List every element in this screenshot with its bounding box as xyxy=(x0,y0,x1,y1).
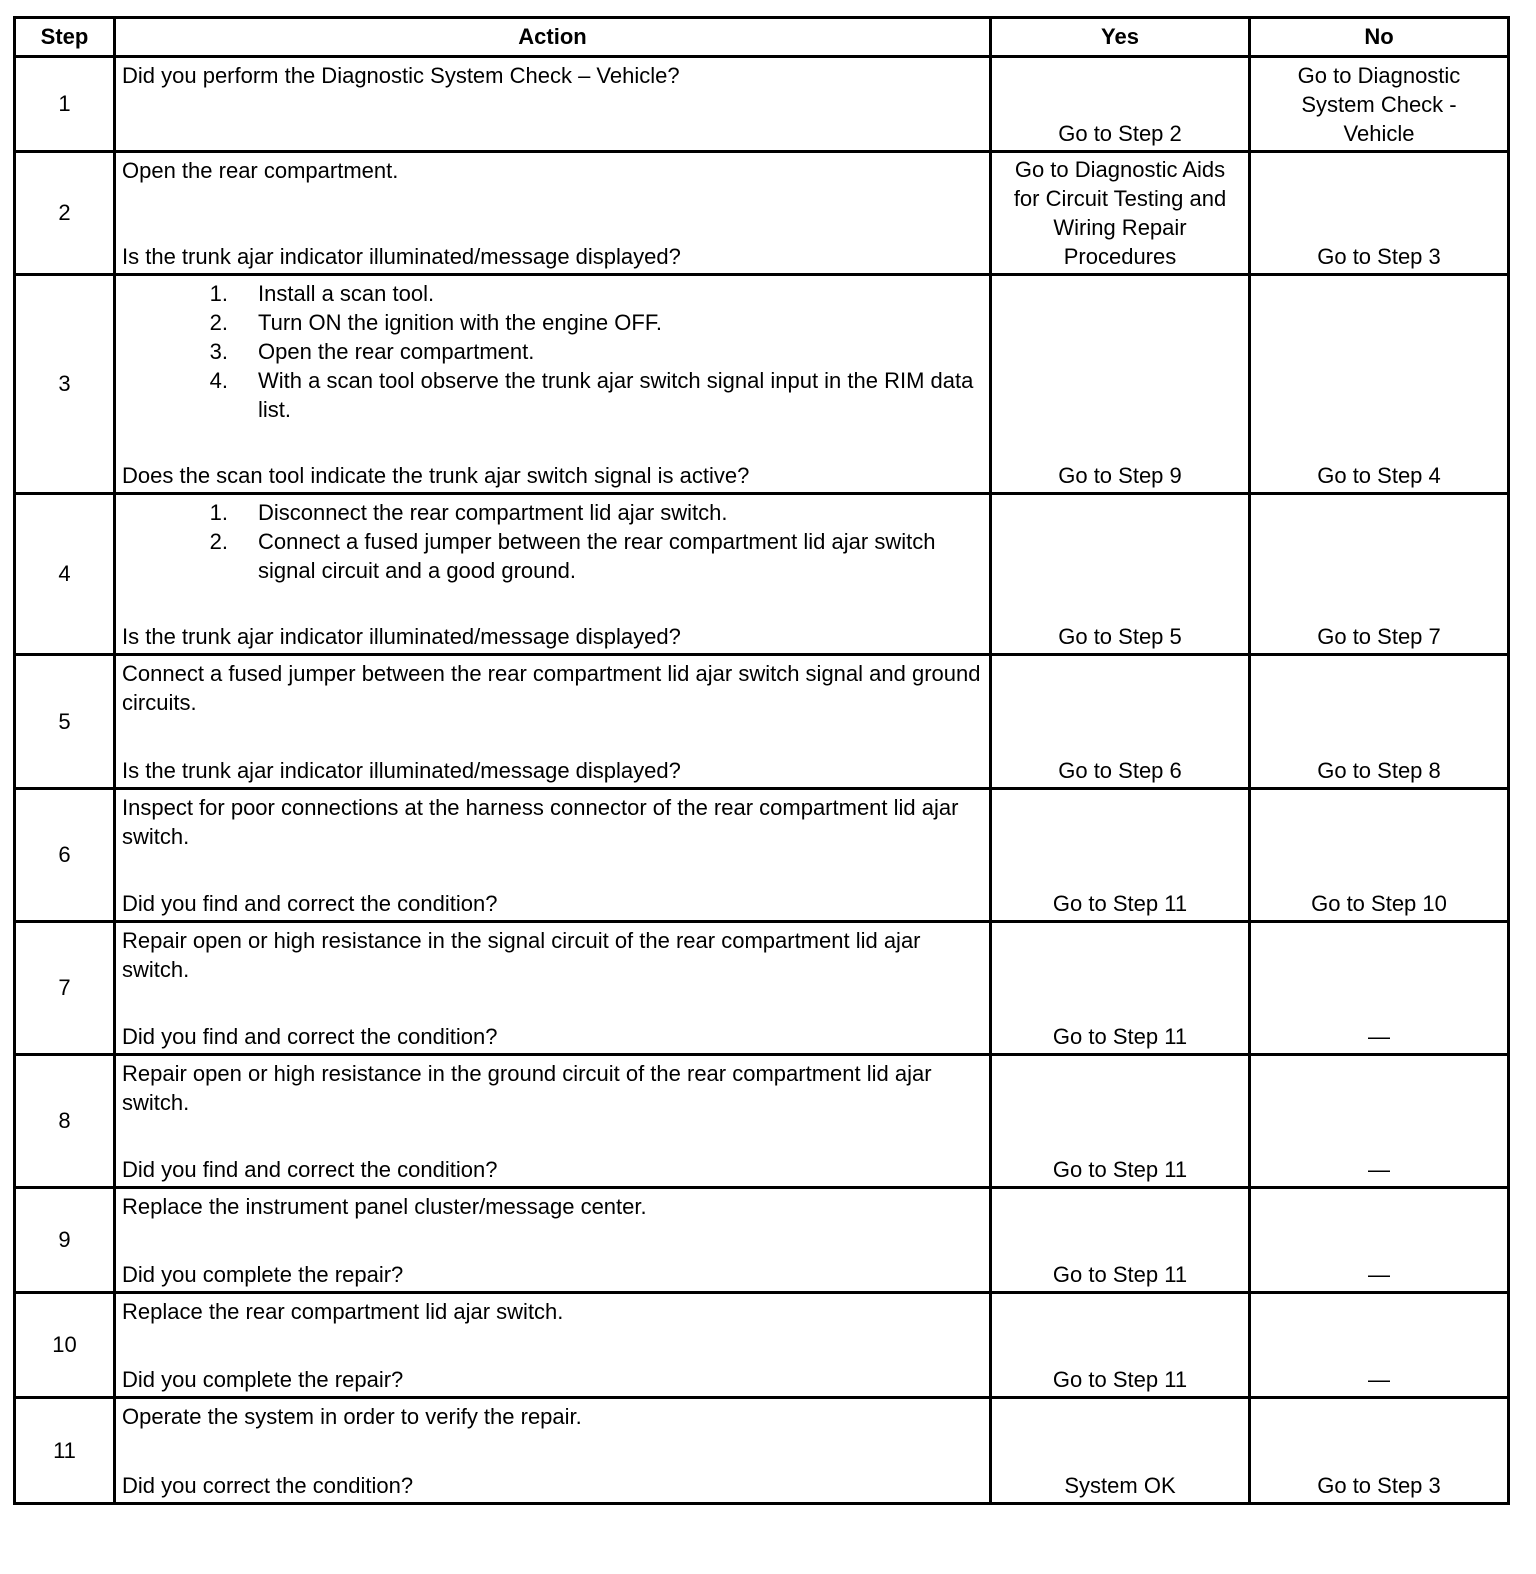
action-text: Open the rear compartment. xyxy=(122,158,399,183)
yes-result: Go to Step 11 xyxy=(991,1188,1250,1293)
table-row xyxy=(15,1055,1509,1188)
no-result: Go to Step 4 xyxy=(1250,275,1509,494)
action-question: Did you find and correct the condition? xyxy=(122,1157,498,1182)
action-step xyxy=(122,308,983,337)
action-step-text: Open the rear compartment. xyxy=(258,339,535,364)
no-result: — xyxy=(1250,1293,1509,1398)
step-number: 2 xyxy=(15,152,115,275)
action-text: Repair open or high resistance in the ground circuit of the rear compartment lid ajar switch. xyxy=(122,1061,932,1115)
no-result: — xyxy=(1250,1055,1509,1188)
action-question: Did you complete the repair? xyxy=(122,1367,404,1392)
action-text: Replace the instrument panel cluster/message center. xyxy=(122,1194,647,1219)
yes-result: Go to Step 2 xyxy=(991,57,1250,152)
no-result: Go to Step 8 xyxy=(1250,655,1509,789)
action-cell xyxy=(115,1398,991,1504)
no-result: — xyxy=(1250,922,1509,1055)
action-content xyxy=(116,1399,989,1502)
no-result: — xyxy=(1250,1188,1509,1293)
action-cell xyxy=(115,494,991,655)
yes-result: Go to Step 11 xyxy=(991,1293,1250,1398)
step-number: 7 xyxy=(15,922,115,1055)
action-steps-list xyxy=(122,279,983,424)
action-cell xyxy=(115,1293,991,1398)
yes-result: Go to Step 11 xyxy=(991,789,1250,922)
action-step-number: 2. xyxy=(209,310,228,335)
action-content xyxy=(116,923,989,1053)
action-text: Repair open or high resistance in the signal circuit of the rear compartment lid ajar switch. xyxy=(122,928,921,982)
yes-result: Go to Step 11 xyxy=(991,922,1250,1055)
action-question: Does the scan tool indicate the trunk ajar switch signal is active? xyxy=(122,463,750,488)
header-row xyxy=(15,18,1509,57)
action-text: Connect a fused jumper between the rear compartment lid ajar switch signal and ground circuits. xyxy=(122,661,981,715)
action-question: Is the trunk ajar indicator illuminated/message displayed? xyxy=(122,758,681,783)
step-number: 11 xyxy=(15,1398,115,1504)
yes-result: Go to Diagnostic Aids for Circuit Testing and Wiring Repair Procedures xyxy=(991,152,1250,275)
no-result: Go to Step 10 xyxy=(1250,789,1509,922)
header-no: No xyxy=(1250,18,1509,57)
table-row xyxy=(15,1293,1509,1398)
header-yes: Yes xyxy=(991,18,1250,57)
action-instructions xyxy=(122,1297,983,1326)
action-step xyxy=(122,279,983,308)
action-content xyxy=(116,1294,989,1396)
action-text: Inspect for poor connections at the harness connector of the rear compartment lid ajar switch. xyxy=(122,795,959,849)
action-question: Did you find and correct the condition? xyxy=(122,1024,498,1049)
diagnostic-table xyxy=(13,16,1510,1505)
step-number: 6 xyxy=(15,789,115,922)
table-row xyxy=(15,275,1509,494)
action-question: Is the trunk ajar indicator illuminated/message displayed? xyxy=(122,244,681,269)
action-content xyxy=(116,58,989,150)
action-question: Did you find and correct the condition? xyxy=(122,891,498,916)
action-content xyxy=(116,276,989,492)
action-step-number: 1. xyxy=(209,500,228,525)
action-instructions xyxy=(122,498,983,585)
action-step-number: 2. xyxy=(209,529,228,554)
step-number: 3 xyxy=(15,275,115,494)
action-step-number: 3. xyxy=(209,339,228,364)
table-row xyxy=(15,152,1509,275)
action-content xyxy=(116,656,989,787)
action-content xyxy=(116,790,989,920)
action-instructions xyxy=(122,659,983,717)
step-number: 8 xyxy=(15,1055,115,1188)
action-content xyxy=(116,153,989,273)
action-instructions xyxy=(122,793,983,851)
action-instructions xyxy=(122,156,983,185)
table-row xyxy=(15,57,1509,152)
table-row xyxy=(15,1398,1509,1504)
action-step-number: 1. xyxy=(209,281,228,306)
action-cell xyxy=(115,152,991,275)
action-cell xyxy=(115,922,991,1055)
action-instructions xyxy=(122,1402,983,1431)
action-step xyxy=(122,527,983,585)
no-result: Go to Step 3 xyxy=(1250,152,1509,275)
action-question: Did you complete the repair? xyxy=(122,1262,404,1287)
action-text: Operate the system in order to verify the repair. xyxy=(122,1404,582,1429)
step-number: 4 xyxy=(15,494,115,655)
yes-result: Go to Step 6 xyxy=(991,655,1250,789)
table-row xyxy=(15,655,1509,789)
action-question: Is the trunk ajar indicator illuminated/message displayed? xyxy=(122,624,681,649)
action-step-text: Connect a fused jumper between the rear compartment lid ajar switch signal circuit and a good ground. xyxy=(258,529,936,583)
no-result: Go to Step 7 xyxy=(1250,494,1509,655)
header-action: Action xyxy=(115,18,991,57)
step-number: 1 xyxy=(15,57,115,152)
no-result: Go to Step 3 xyxy=(1250,1398,1509,1504)
step-number: 10 xyxy=(15,1293,115,1398)
yes-result: Go to Step 9 xyxy=(991,275,1250,494)
table-row xyxy=(15,789,1509,922)
yes-result: Go to Step 11 xyxy=(991,1055,1250,1188)
action-cell xyxy=(115,655,991,789)
action-step-text: Turn ON the ignition with the engine OFF. xyxy=(258,310,662,335)
action-step-text: Disconnect the rear compartment lid ajar switch. xyxy=(258,500,728,525)
action-text: Replace the rear compartment lid ajar switch. xyxy=(122,1299,564,1324)
yes-result: System OK xyxy=(991,1398,1250,1504)
table-row xyxy=(15,922,1509,1055)
action-question: Did you correct the condition? xyxy=(122,1473,414,1498)
action-content xyxy=(116,495,989,653)
action-step-text: Install a scan tool. xyxy=(258,281,435,306)
step-number: 9 xyxy=(15,1188,115,1293)
action-instructions xyxy=(122,279,983,424)
action-step-text: With a scan tool observe the trunk ajar switch signal input in the RIM data list. xyxy=(258,368,974,422)
action-content xyxy=(116,1056,989,1186)
action-step xyxy=(122,498,983,527)
table-row xyxy=(15,1188,1509,1293)
action-cell xyxy=(115,275,991,494)
action-steps-list xyxy=(122,498,983,585)
action-text: Did you perform the Diagnostic System Check – Vehicle? xyxy=(122,63,680,88)
no-result: Go to Diagnostic System Check - Vehicle xyxy=(1250,57,1509,152)
action-instructions xyxy=(122,1192,983,1221)
action-instructions xyxy=(122,926,983,984)
action-content xyxy=(116,1189,989,1291)
action-cell xyxy=(115,1188,991,1293)
action-step-number: 4. xyxy=(209,368,228,393)
table-row xyxy=(15,494,1509,655)
action-step xyxy=(122,366,983,424)
yes-result: Go to Step 5 xyxy=(991,494,1250,655)
action-instructions xyxy=(122,1059,983,1117)
action-step xyxy=(122,337,983,366)
header-step: Step xyxy=(15,18,115,57)
action-cell xyxy=(115,789,991,922)
action-instructions xyxy=(122,61,983,90)
action-cell xyxy=(115,1055,991,1188)
step-number: 5 xyxy=(15,655,115,789)
action-cell xyxy=(115,57,991,152)
